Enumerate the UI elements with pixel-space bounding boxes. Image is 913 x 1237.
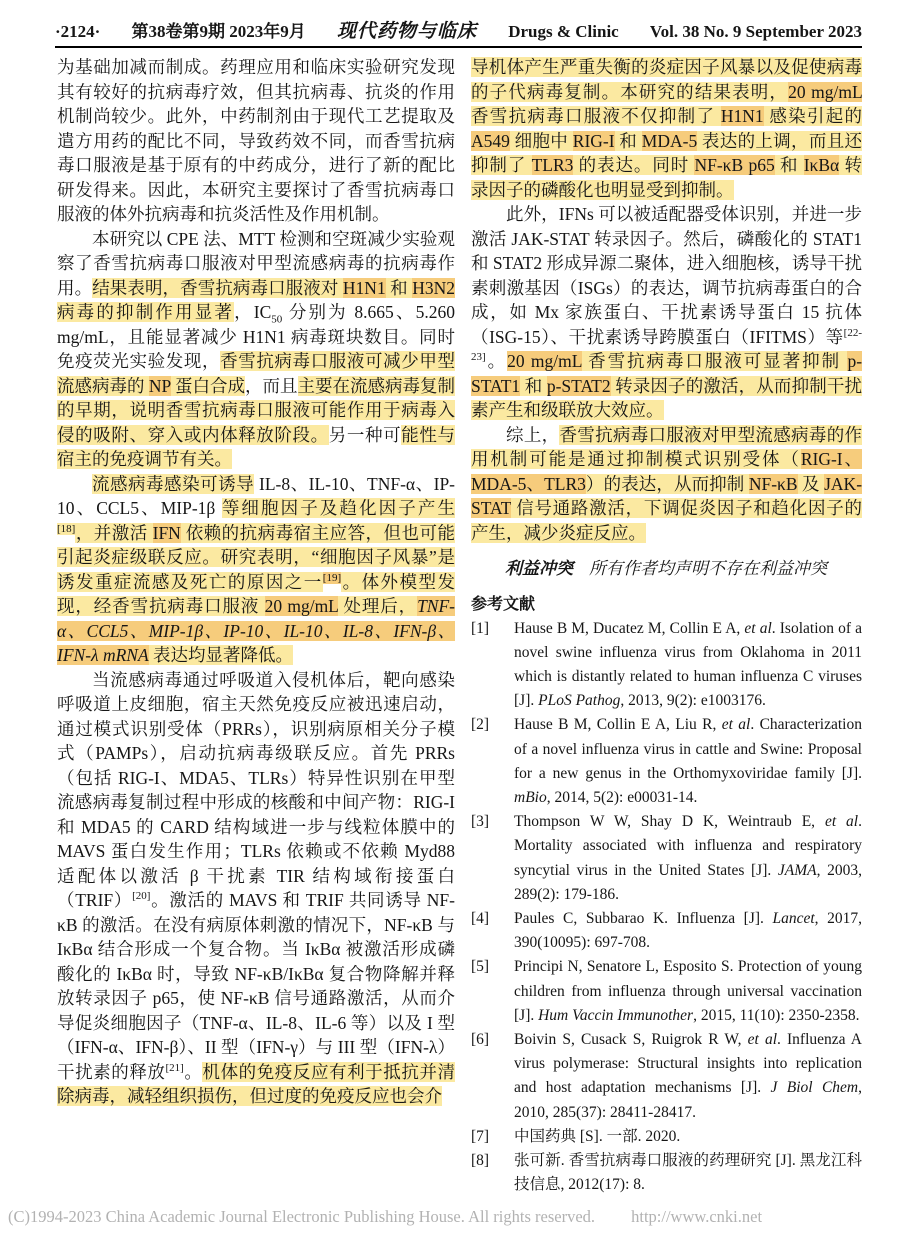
highlighted-text: NP bbox=[148, 375, 171, 396]
reference-item bbox=[471, 1125, 862, 1149]
highlighted-text: 及 bbox=[797, 473, 825, 494]
reference-number: [2] bbox=[471, 716, 490, 734]
highlighted-text: H1N1 bbox=[720, 106, 764, 126]
references-heading: 参考文献 bbox=[471, 595, 536, 613]
reference-number: [7] bbox=[471, 1127, 490, 1145]
highlighted-text: IFN bbox=[152, 522, 181, 543]
highlighted-text: MDA-5 bbox=[641, 130, 698, 151]
text-run: 另一种可 bbox=[328, 424, 402, 445]
conflict-of-interest-statement bbox=[471, 557, 862, 582]
highlighted-text: JAK-STAT bbox=[471, 473, 863, 518]
text-run: 分别为 8.665、5.260 mg/mL，且能显著减少 H1N1 病毒斑块数目。同时免疫荧光实验发现， bbox=[57, 302, 456, 371]
highlighted-text: 主要在流感病毒复制的早期，说明香雪抗病毒口服液可能作用于病毒入侵的吸附、穿入或内体释放阶段。 bbox=[57, 375, 456, 445]
reference-item bbox=[471, 713, 862, 810]
text-run: Principi N, Senatore L, Esposito S. Protection of young children from influenza through universal vaccination [J]. bbox=[514, 958, 862, 1024]
reference-item bbox=[471, 1149, 862, 1197]
text-run: [21] bbox=[165, 1061, 184, 1074]
reference-item bbox=[471, 955, 862, 1028]
highlighted-text: p-STAT2 bbox=[546, 375, 611, 396]
highlighted-text: 结果表明，香雪抗病毒口服液对 bbox=[92, 277, 343, 298]
text-run: JAMA bbox=[777, 861, 817, 879]
reference-number: [3] bbox=[471, 813, 490, 831]
highlighted-text: 香雪抗病毒口服液对甲型流感病毒的作用机制可能是通过抑制模式识别受体（ bbox=[471, 424, 863, 469]
text-run: et al bbox=[721, 716, 751, 734]
highlighted-text: 蛋白合成 bbox=[170, 375, 246, 396]
text-run: Hum Vaccin Immunother bbox=[538, 1006, 694, 1024]
reference-item bbox=[471, 617, 862, 714]
text-run: mBio bbox=[514, 788, 547, 806]
highlighted-text: 和 bbox=[385, 277, 413, 298]
text-run: 。 bbox=[485, 351, 508, 371]
highlighted-text: 20 mg/mL bbox=[788, 81, 862, 102]
reference-item bbox=[471, 810, 862, 907]
text-run: 为基础加减而制成。药理应用和临床实验研究发现其有较好的抗病毒疗效，但其抗病毒、抗炎的作用机制尚较少。此外，中药制剂由于现代工艺提取及遣方用药的配比不同，导致药效不同，而香雪抗病毒口服液是基于原有的中药成分，进行了新的配比研发得来。因此，本研究主要探讨了香雪抗病毒口服液的体外抗病毒和抗炎活性及作用机制。 bbox=[57, 57, 455, 224]
reference-number: [6] bbox=[471, 1030, 490, 1048]
highlighted-text: 依赖的抗病毒宿主应答，但也可能引起炎症级联反应。研究表明，“细胞因子风暴”是诱发重症流感及死亡的原因之一 bbox=[57, 522, 456, 592]
paragraph bbox=[471, 202, 862, 423]
reference-text bbox=[514, 810, 862, 907]
text-run: et al bbox=[824, 813, 859, 831]
highlighted-text: 流感病毒感染可诱导 bbox=[92, 473, 255, 494]
highlighted-text: 和 bbox=[614, 130, 642, 151]
highlighted-text: p-STAT1 bbox=[471, 351, 863, 396]
text-run: , 2015, 11(10): 2350-2358. bbox=[693, 1006, 860, 1024]
text-run: ，IC bbox=[234, 302, 272, 322]
text-run: J Biol Chem bbox=[770, 1079, 859, 1097]
highlighted-text: 病毒的抑制作用显著 bbox=[57, 302, 235, 322]
reference-number: [5] bbox=[471, 958, 490, 976]
highlighted-text: NF-κB p65 bbox=[694, 155, 775, 175]
text-run: . Isolation of a novel swine influenza virus from Oklahoma in 2011 which is distantly related to human influenza C viruses [J]. bbox=[514, 619, 862, 710]
text-run: Boivin S, Cusack S, Ruigrok R W, bbox=[514, 1030, 748, 1048]
text-run: , 2010, 285(37): 28411-28417. bbox=[514, 1079, 862, 1121]
text-run: et al bbox=[747, 1030, 778, 1048]
highlighted-text: 表达均显著降低。 bbox=[148, 645, 294, 665]
reference-item bbox=[471, 1028, 862, 1125]
text-run: Hause B M, Ducatez M, Collin E A, bbox=[514, 619, 745, 637]
text-run: . Mortality associated with influenza and respiratory syncytial virus in the United States [J]. bbox=[514, 813, 862, 879]
text-run: 。激活的 MAVS 和 TRIF 共同诱导 NF-κB 的激活。在没有病原体刺激的情况下，NF-κB 与 IκBα 结合形成一个复合物。当 IκBα 被激活形成磷酸化的 IκBα 时，导致 NF-κB/IκBα 复合物降解并释放转录因子 p65，使 NF-κB 信号通路激活，从而介导促炎细胞因子（TNF-α、IL-8、IL-6 等）以及 I 型（IFN-α、IFN-β）、II 型（IFN-γ）与 III 型（IFN-λ）干扰素的释放 bbox=[57, 890, 455, 1082]
paragraph bbox=[57, 55, 455, 227]
text-run: . Characterization of a novel influenza virus in cattle and Swine: Proposal for a new genus in the Orthomyxoviridae family [J]. bbox=[514, 716, 862, 782]
highlighted-text: 导机体产生严重失衡的炎症因子风暴以及促使病毒的子代病毒复制。本研究的结果表明， bbox=[471, 57, 862, 102]
reference-text bbox=[514, 1149, 862, 1197]
text-run: 本研究以 CPE 法、MTT 检测和空斑减少实验观察了香雪抗病毒口服液对甲型流感病毒的抗病毒作用。 bbox=[57, 228, 455, 298]
reference-number: [1] bbox=[471, 619, 490, 637]
highlighted-text: ，并激活 bbox=[75, 522, 153, 543]
highlighted-text: NF-κB bbox=[748, 473, 798, 494]
reference-item bbox=[471, 907, 862, 955]
copyright-watermark: (C)1994-2023 China Academic Journal Electronic Publishing House. All rights reserved. bbox=[8, 1207, 596, 1226]
text-run: 当流感病毒通过呼吸道入侵机体后，靶向感染呼吸道上皮细胞，宿主天然免疫反应被迅速启动，通过模式识别受体（PRRs），识别病原相关分子模式（PAMPs），启动抗病毒级联反应。首先 PRRs（包括 RIG-I、MDA5、TLRs）特异性识别在甲型流感病毒复制过程中形成的核酸和中间产物：RIG-I 和 MDA5 的 CARD 结构域进一步与线粒体膜中的 MAVS 蛋白发生作用；TLRs 依赖或不依赖 Myd88 适配体以激活 β 干扰素 TIR 结构域衔接蛋白（TRIF） bbox=[57, 669, 455, 910]
text-run: Lancet bbox=[772, 909, 815, 927]
paragraph bbox=[57, 472, 455, 668]
highlighted-text: 表达的上调，而且还抑制了 bbox=[471, 130, 863, 175]
highlighted-text: 转录因子的激活，从而抑制干扰素产生和级联放大效应。 bbox=[471, 375, 863, 420]
highlighted-text: 细胞中 bbox=[509, 130, 573, 151]
highlighted-text: 。体外模型发现，经香雪抗病毒口服液 bbox=[57, 571, 456, 616]
issue-info-en: Vol. 38 No. 9 September 2023 bbox=[649, 22, 862, 41]
highlighted-text: ）的表达，从而抑制 bbox=[585, 473, 749, 494]
highlighted-text: H3N2 bbox=[412, 277, 456, 298]
reference-text bbox=[514, 617, 862, 714]
highlighted-text: 感染引起的 bbox=[763, 106, 863, 126]
highlighted-text: 20 mg/mL bbox=[264, 596, 339, 616]
reference-text bbox=[514, 907, 862, 955]
text-run: [20] bbox=[132, 890, 151, 903]
highlighted-text: 香雪抗病毒口服液可显著抑制 bbox=[581, 351, 848, 371]
highlighted-text: H1N1 bbox=[342, 277, 386, 298]
reference-text bbox=[514, 1125, 862, 1149]
highlighted-text: 香雪抗病毒口服液不仅抑制了 bbox=[471, 106, 721, 126]
page-footer bbox=[8, 1207, 762, 1227]
paragraph bbox=[471, 55, 862, 202]
text-run: 此外，IFNs 可以被适配器受体识别，并进一步激活 JAK-STAT 转录因子。然后，磷酸化的 STAT1 和 STAT2 形成异源二聚体，进入细胞核，诱导干扰素刺激基因（ISGs）的表达，调节抗病毒蛋白的合成，如 Mx 家族蛋白、干扰素诱导蛋白 15 抗体（ISG-15）、干扰素诱导跨膜蛋白（IFITMS）等 bbox=[471, 204, 862, 347]
highlighted-text: 和 bbox=[774, 155, 804, 175]
left-column bbox=[57, 55, 455, 1197]
article-body bbox=[0, 48, 913, 1197]
text-run: PLoS Pathog bbox=[538, 692, 621, 710]
highlighted-text: RIG-I、MDA-5、TLR3 bbox=[471, 449, 863, 494]
paragraph bbox=[57, 227, 455, 472]
text-run: , 2017, 390(10095): 697-708. bbox=[514, 909, 862, 952]
conflict-text: 所有作者均声明不存在利益冲突 bbox=[589, 559, 827, 578]
text-run: IL-8、IL-10、TNF-α、IP-10、CCL5、MIP-1β bbox=[57, 473, 456, 518]
text-run: , 2003, 289(2): 179-186. bbox=[514, 861, 862, 903]
highlighted-text: 机体的免疫反应有利于抵抗并清除病毒，减轻组织损伤，但过度的免疫反应也会介 bbox=[57, 1061, 456, 1106]
text-run: [22-23] bbox=[471, 326, 862, 364]
highlighted-text: [19] bbox=[322, 571, 342, 584]
page-number: ·2124· bbox=[55, 22, 101, 41]
text-run: et al bbox=[744, 619, 772, 637]
journal-title-cn: 现代药物与临床 bbox=[337, 21, 478, 42]
journal-title-en: Drugs & Clinic bbox=[508, 22, 619, 41]
text-run: 50 bbox=[271, 313, 283, 326]
reference-number: [8] bbox=[471, 1151, 490, 1169]
highlighted-text: RIG-I bbox=[572, 130, 615, 151]
highlighted-text: [18] bbox=[57, 522, 76, 535]
highlighted-text: 20 mg/mL bbox=[507, 351, 582, 371]
reference-text bbox=[514, 1028, 862, 1125]
text-run: , 2013, 9(2): e1003176. bbox=[620, 692, 766, 710]
text-run: , 2014, 5(2): e00031-14. bbox=[546, 788, 698, 806]
paragraph bbox=[471, 423, 862, 546]
text-run: 。 bbox=[183, 1061, 203, 1082]
text-run: 综上， bbox=[506, 424, 560, 445]
highlighted-text: 的表达。同时 bbox=[573, 155, 695, 175]
text-run: 中国药典 [S]. 一部. 2020. bbox=[514, 1127, 681, 1145]
highlighted-text: 处理后， bbox=[338, 596, 418, 616]
right-column bbox=[471, 55, 862, 1197]
reference-text bbox=[514, 713, 862, 810]
highlighted-text: TNF-α、CCL5、MIP-1β、IP-10、IL-10、IL-8、IFN-β、IFN-λ mRNA bbox=[57, 596, 456, 665]
reference-number: [4] bbox=[471, 909, 490, 927]
highlighted-text: A549 bbox=[471, 130, 510, 151]
highlighted-text: TLR3 bbox=[531, 155, 574, 175]
text-run: Hause B M, Collin E A, Liu R, bbox=[514, 716, 722, 734]
page-header bbox=[0, 0, 913, 43]
cnki-url: http://www.cnki.net bbox=[631, 1207, 763, 1226]
highlighted-text: 等细胞因子及趋化因子产生 bbox=[221, 498, 456, 518]
text-run: . Influenza A virus polymerase: Structural insights into replication and host adaptation mechanisms [J]. bbox=[514, 1030, 862, 1097]
text-run: Thompson W W, Shay D K, Weintraub E, bbox=[514, 813, 825, 831]
issue-info-cn: 第38卷第9期 2023年9月 bbox=[131, 22, 306, 41]
highlighted-text: 和 bbox=[520, 375, 547, 396]
highlighted-text: IκBα bbox=[803, 155, 840, 175]
paragraph bbox=[57, 668, 455, 1109]
text-run: 张可新. 香雪抗病毒口服液的药理研究 [J]. 黑龙江科技信息, 2012(17): 8. bbox=[514, 1151, 862, 1194]
highlighted-text: 能性与宿主的免疫调节有关。 bbox=[57, 424, 456, 469]
reference-text bbox=[514, 955, 862, 1028]
text-run: ，而且 bbox=[245, 375, 298, 396]
highlighted-text: 转录因子的磷酸化也明显受到抑制。 bbox=[471, 155, 863, 200]
highlighted-text: 香雪抗病毒口服液可减少甲型流感病毒的 bbox=[57, 351, 456, 396]
highlighted-text: 信号通路激活，下调促炎因子和趋化因子的产生，减少炎症反应。 bbox=[471, 498, 862, 543]
conflict-label: 利益冲突 bbox=[505, 559, 573, 578]
text-run: Paules C, Subbarao K. Influenza [J]. bbox=[514, 909, 773, 927]
